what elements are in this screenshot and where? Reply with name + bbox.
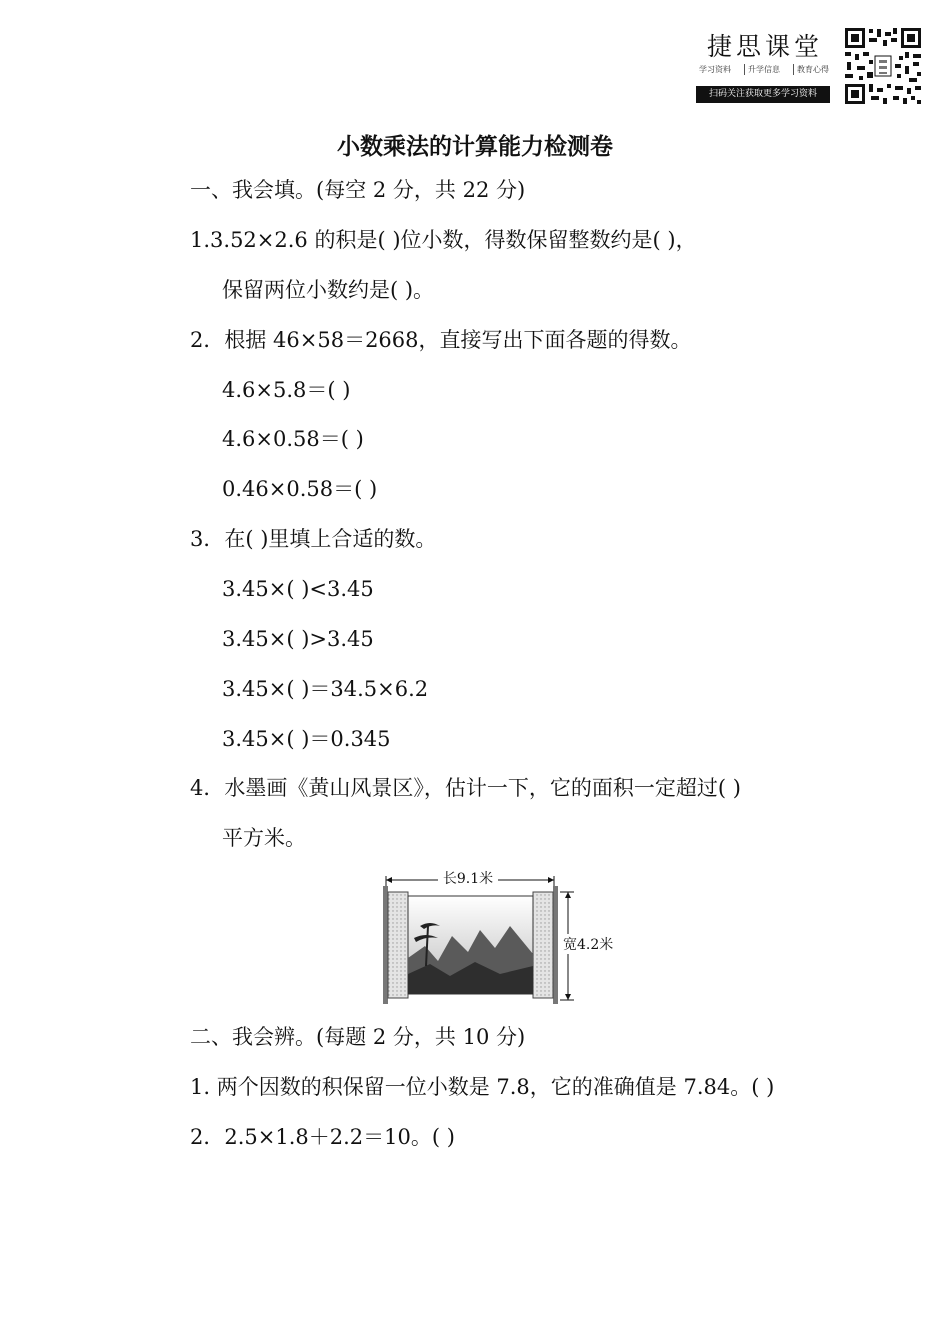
question-3-item: 3.45×( )<3.45 bbox=[222, 577, 374, 601]
question-2-item: 0.46×0.58＝( ) bbox=[222, 477, 378, 501]
section2-question-1: 1. 两个因数的积保留一位小数是 7.8，它的准确值是 7.84。( ) bbox=[190, 1075, 775, 1099]
question-2-stem: 2．根据 46×58＝2668，直接写出下面各题的得数。 bbox=[190, 328, 692, 352]
question-3-item: 3.45×( )>3.45 bbox=[222, 627, 374, 651]
width-label: 宽4.2米 bbox=[563, 937, 614, 953]
question-4-line-2: 平方米。 bbox=[222, 826, 306, 850]
qr-code-icon[interactable] bbox=[843, 26, 923, 106]
question-2-item: 4.6×0.58＝( ) bbox=[222, 427, 364, 451]
section2-heading: 二、我会辨。(每题 2 分，共 10 分) bbox=[190, 1025, 526, 1049]
question-4-line-1: 4．水墨画《黄山风景区》，估计一下，它的面积一定超过( ) bbox=[190, 776, 741, 800]
question-3-item: 3.45×( )＝34.5×6.2 bbox=[222, 677, 429, 701]
question-1-line-2: 保留两位小数约是( )。 bbox=[222, 278, 435, 302]
page-title: 小数乘法的计算能力检测卷 bbox=[337, 134, 613, 160]
brand-tag: 教育心得 bbox=[793, 64, 832, 75]
scroll-painting-figure bbox=[380, 866, 620, 1006]
question-3-item: 3.45×( )＝0.345 bbox=[222, 727, 391, 751]
brand-tag: 学习资料 bbox=[699, 65, 731, 74]
brand-tag: 升学信息 bbox=[744, 64, 783, 75]
length-label: 长9.1米 bbox=[442, 871, 494, 887]
question-3-stem: 3．在( )里填上合适的数。 bbox=[190, 527, 437, 551]
question-1-line-1: 1.3.52×2.6 的积是( )位小数，得数保留整数约是( )， bbox=[190, 228, 697, 252]
section2-question-2: 2．2.5×1.8＋2.2＝10。( ) bbox=[190, 1125, 455, 1149]
brand-tags bbox=[696, 64, 832, 75]
brand-name: 捷思课堂 bbox=[706, 32, 823, 61]
brand-slogan: 扫码关注获取更多学习资料 bbox=[696, 86, 830, 103]
section1-heading: 一、我会填。(每空 2 分，共 22 分) bbox=[190, 178, 526, 202]
question-2-item: 4.6×5.8＝( ) bbox=[222, 378, 351, 402]
